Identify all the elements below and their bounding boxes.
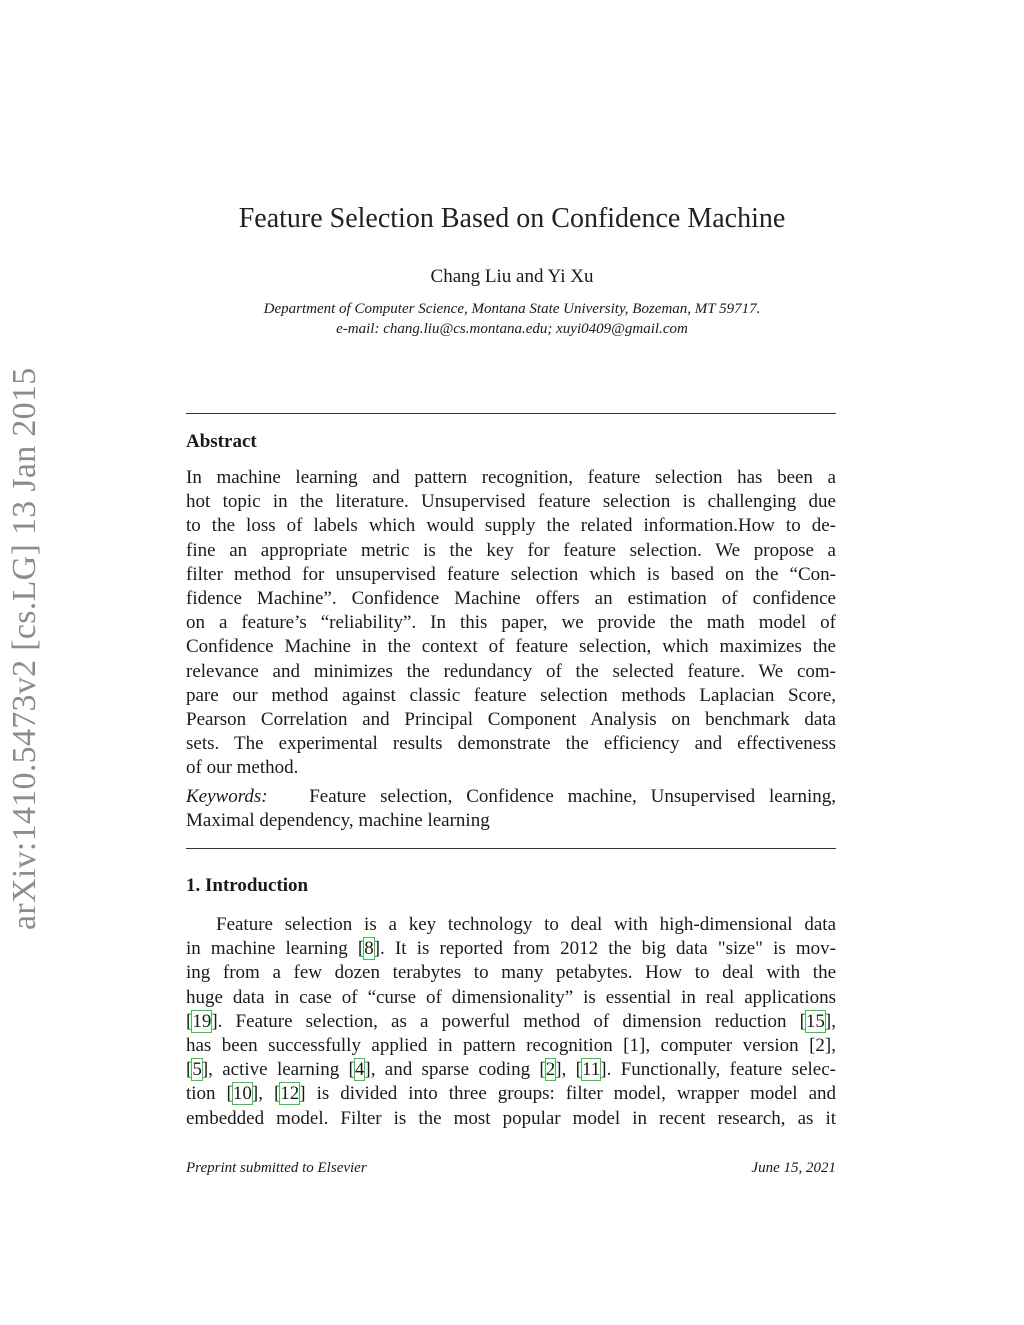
citation-link[interactable]: [11] — [575, 1059, 607, 1081]
introduction-text: . Functionally, feature selec- — [606, 1059, 836, 1081]
introduction-line — [186, 1082, 836, 1106]
keywords-line-1 — [186, 785, 836, 809]
introduction-text: , — [561, 1059, 576, 1081]
citation-link[interactable]: [2] — [539, 1059, 562, 1081]
abstract-heading: Abstract — [186, 431, 257, 452]
introduction-text: . It is reported from 2012 the big data "size" is mov- — [380, 938, 836, 960]
abstract-line: of our method. — [186, 757, 299, 779]
introduction-line — [186, 937, 836, 961]
abstract-line: Confidence Machine in the context of feature selection, which maximizes the — [186, 636, 836, 658]
abstract-bottom-rule — [186, 848, 836, 849]
introduction-text: , active learning — [208, 1059, 349, 1081]
arxiv-identifier-stamp: arXiv:1410.5473v2 [cs.LG] 13 Jan 2015 — [6, 367, 43, 930]
introduction-line — [186, 1107, 836, 1131]
introduction-line — [186, 1010, 836, 1034]
section-heading-introduction: 1. Introduction — [186, 875, 309, 896]
citation-link[interactable]: [4] — [348, 1059, 371, 1081]
citation-link[interactable]: [8] — [357, 938, 381, 960]
abstract-line: filter method for unsupervised feature selection which is based on the “Con- — [186, 563, 836, 585]
introduction-line — [186, 1034, 836, 1058]
introduction-text: , — [831, 1010, 836, 1032]
introduction-text: tion — [186, 1083, 227, 1105]
introduction-text: . Feature selection, as a powerful method of dimension reduction — [217, 1010, 800, 1032]
introduction-text: , — [258, 1083, 274, 1105]
paper-title: Feature Selection Based on Confidence Machine — [238, 203, 786, 234]
abstract-line: fidence Machine”. Confidence Machine offers an estimation of confidence — [186, 588, 836, 609]
citation-link[interactable]: [19] — [186, 1010, 218, 1032]
introduction-line — [186, 961, 836, 985]
introduction-text: embedded model. Filter is the most popular model in recent research, as it — [186, 1107, 836, 1129]
footer-preprint-note: Preprint submitted to Elsevier — [186, 1160, 367, 1176]
citation-link[interactable]: [15] — [799, 1010, 832, 1032]
keywords-label: Keywords: — [186, 786, 268, 807]
introduction-text: has been successfully applied in pattern recognition [1], computer version [2], — [186, 1035, 836, 1056]
keywords-text-1: Feature selection, Confidence machine, Unsupervised learning, — [309, 786, 836, 807]
abstract-line: on a feature’s “reliability”. In this paper, we provide the math model of — [186, 612, 836, 634]
introduction-line — [186, 986, 836, 1010]
author-affiliation — [0, 299, 1024, 339]
paper-authors: Chang Liu and Yi Xu — [430, 266, 594, 287]
introduction-text: , and sparse coding — [370, 1059, 540, 1081]
abstract-line: sets. The experimental results demonstrate the efficiency and effectiveness — [186, 733, 836, 755]
abstract-line: relevance and minimizes the redundancy of the selected feature. We com- — [186, 660, 836, 682]
introduction-text: huge data in case of “curse of dimensionality” is essential in real applications — [186, 986, 836, 1008]
affiliation-email: e-mail: chang.liu@cs.montana.edu; xuyi0409@gmail.com — [336, 321, 688, 337]
introduction-line — [186, 1058, 836, 1082]
abstract-line: fine an appropriate metric is the key for feature selection. We propose a — [186, 539, 836, 561]
abstract-top-rule — [186, 413, 836, 414]
introduction-text: is divided into three groups: filter model, wrapper model and — [305, 1083, 836, 1105]
affiliation-department: Department of Computer Science, Montana State University, Bozeman, MT 59717. — [263, 301, 761, 317]
keywords-line-2: Maximal dependency, machine learning — [186, 810, 490, 831]
introduction-text: in machine learning — [186, 938, 358, 960]
introduction-line — [186, 913, 836, 937]
abstract-line: to the loss of labels which would supply the related information.How to de- — [186, 515, 836, 537]
citation-link[interactable]: [12] — [273, 1083, 306, 1105]
introduction-text: ing from a few dozen terabytes to many petabytes. How to deal with the — [186, 962, 836, 984]
abstract-line: pare our method against classic feature selection methods Laplacian Score, — [186, 684, 836, 706]
citation-link[interactable]: [5] — [186, 1059, 209, 1081]
footer-date: June 15, 2021 — [751, 1160, 836, 1176]
abstract-line: hot topic in the literature. Unsupervised feature selection is challenging due — [186, 491, 836, 513]
abstract-line: In machine learning and pattern recognition, feature selection has been a — [186, 467, 836, 488]
citation-link[interactable]: [10] — [226, 1083, 259, 1105]
abstract-line: Pearson Correlation and Principal Component Analysis on benchmark data — [186, 709, 836, 730]
introduction-text: Feature selection is a key technology to deal with high-dimensional data — [216, 914, 836, 935]
